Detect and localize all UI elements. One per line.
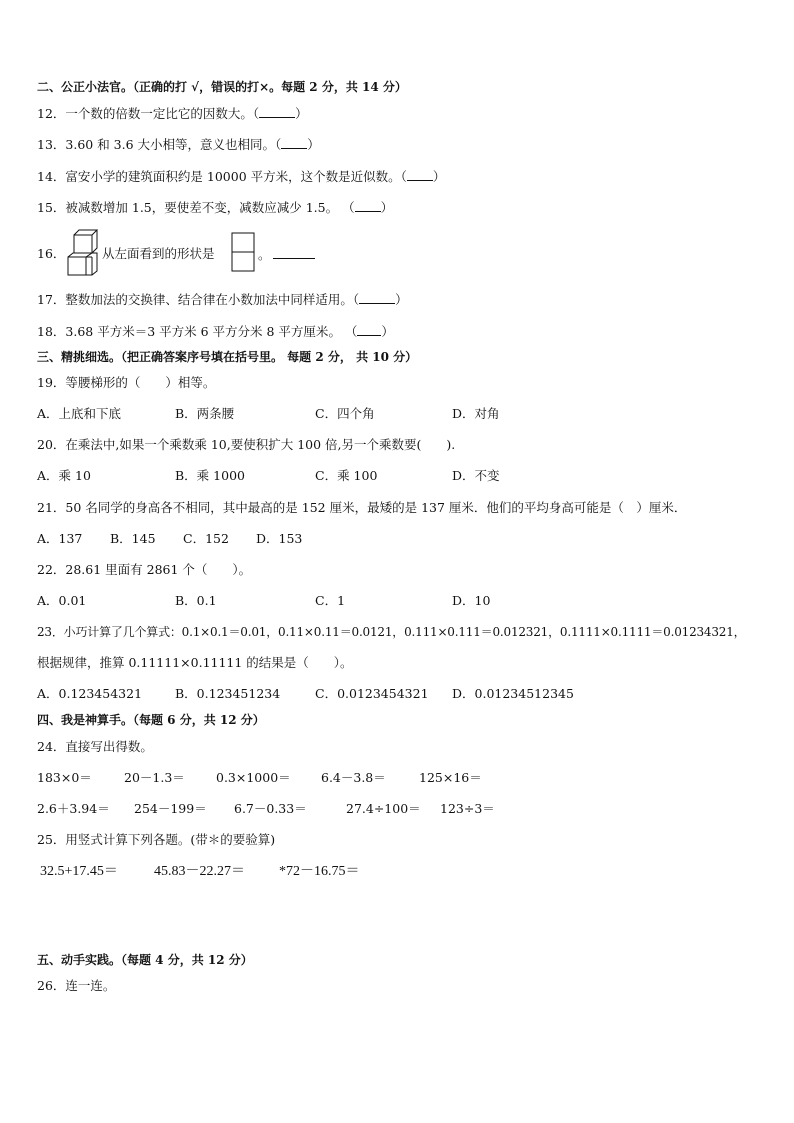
section-2-heading: 二、公正小法官。（正确的打 √，错误的打×。每题 2 分，共 14 分） bbox=[37, 80, 407, 94]
option-b[interactable]: B．0.1 bbox=[175, 593, 217, 608]
question-13-text: 13．3.60 和 3.6 大小相等，意义也相同。（ bbox=[37, 137, 282, 152]
question-16-period: 。 bbox=[258, 247, 271, 262]
question-17-tail: ） bbox=[395, 292, 408, 307]
question-12-tail: ） bbox=[295, 106, 308, 121]
answer-blank[interactable] bbox=[359, 291, 395, 304]
question-25-text: 25．用竖式计算下列各题。(带＊的要验算) bbox=[37, 832, 276, 847]
option-d[interactable]: D．153 bbox=[256, 531, 303, 546]
answer-blank[interactable] bbox=[273, 246, 315, 259]
question-16-tail bbox=[258, 246, 315, 263]
question-17-text: 17．整数加法的交换律、结合律在小数加法中同样适用。（ bbox=[37, 292, 360, 307]
vertical-calc-item: 45.83－22.27＝ bbox=[154, 864, 245, 879]
question-12 bbox=[37, 105, 308, 122]
question-14-tail: ） bbox=[432, 169, 446, 184]
answer-blank[interactable] bbox=[357, 323, 381, 336]
question-23-line-2: 根据规律，推算 0.11111×0.11111 的结果是（ ）。 bbox=[37, 655, 353, 670]
question-14 bbox=[37, 168, 445, 185]
option-d[interactable]: D．0.01234512345 bbox=[452, 686, 574, 701]
calc-item: 183×0＝ bbox=[37, 770, 92, 785]
option-a[interactable]: A．137 bbox=[37, 531, 83, 546]
option-d[interactable]: D．对角 bbox=[452, 406, 500, 421]
option-b[interactable]: B．0.123451234 bbox=[175, 686, 281, 701]
calc-item: 20－1.3＝ bbox=[124, 770, 185, 785]
option-b[interactable]: B．乘 1000 bbox=[175, 468, 245, 483]
cube-stack-icon bbox=[66, 229, 100, 277]
calc-item: 2.6＋3.94＝ bbox=[37, 801, 110, 816]
question-15 bbox=[37, 199, 393, 216]
option-a[interactable]: A．0.01 bbox=[37, 593, 87, 608]
question-21-text: 21．50 名同学的身高各不相同，其中最高的是 152 厘米，最矮的是 137 厘米．他们的平均身高可能是（ ）厘米． bbox=[37, 500, 687, 515]
option-b[interactable]: B．两条腰 bbox=[175, 406, 235, 421]
calc-item: 123÷3＝ bbox=[440, 801, 495, 816]
option-d[interactable]: D．不变 bbox=[452, 468, 500, 483]
question-13 bbox=[37, 136, 320, 153]
answer-blank[interactable] bbox=[407, 168, 433, 181]
question-18-tail: ） bbox=[381, 324, 394, 339]
option-a[interactable]: A．上底和下底 bbox=[37, 406, 122, 421]
option-c[interactable]: C．152 bbox=[183, 531, 229, 546]
question-16-number: 16． bbox=[37, 246, 66, 261]
answer-blank[interactable] bbox=[259, 105, 295, 118]
option-d[interactable]: D．10 bbox=[452, 593, 491, 608]
option-c[interactable]: C．0.0123454321 bbox=[315, 686, 429, 701]
calc-item: 27.4÷100＝ bbox=[346, 801, 421, 816]
option-c[interactable]: C．四个角 bbox=[315, 406, 375, 421]
question-24-text: 24．直接写出得数。 bbox=[37, 739, 153, 754]
section-3-heading: 三、精挑细选。（把正确答案序号填在括号里。 每题 2 分， 共 10 分） bbox=[37, 350, 418, 364]
vertical-calc-item: 32.5+17.45＝ bbox=[40, 864, 118, 879]
left-view-shape-icon bbox=[231, 232, 255, 272]
question-26-text: 26．连一连。 bbox=[37, 978, 116, 993]
section-5-heading: 五、动手实践。（每题 4 分，共 12 分） bbox=[37, 953, 253, 967]
option-c[interactable]: C．1 bbox=[315, 593, 346, 608]
question-18-text: 18．3.68 平方米＝3 平方米 6 平方分米 8 平方厘米。 （ bbox=[37, 324, 358, 339]
calc-item: 0.3×1000＝ bbox=[216, 770, 291, 785]
question-17 bbox=[37, 291, 408, 308]
question-22-text: 22．28.61 里面有 2861 个（ ）。 bbox=[37, 562, 252, 577]
calc-item: 6.7－0.33＝ bbox=[234, 801, 307, 816]
calc-item: 6.4－3.8＝ bbox=[321, 770, 386, 785]
question-13-tail: ） bbox=[307, 137, 320, 152]
option-a[interactable]: A．0.123454321 bbox=[37, 686, 143, 701]
section-4-heading: 四、我是神算手。（每题 6 分，共 12 分） bbox=[37, 713, 265, 727]
calc-item: 254－199＝ bbox=[134, 801, 207, 816]
question-15-tail: ） bbox=[380, 200, 394, 215]
answer-blank[interactable] bbox=[355, 199, 381, 212]
question-20-text: 20．在乘法中,如果一个乘数乘 10,要使积扩大 100 倍,另一个乘数要( ). bbox=[37, 437, 456, 452]
question-18 bbox=[37, 323, 394, 340]
option-c[interactable]: C．乘 100 bbox=[315, 468, 378, 483]
question-15-text: 15．被减数增加 1.5，要使差不变，减数应减少 1.5。 （ bbox=[37, 200, 355, 215]
option-a[interactable]: A．乘 10 bbox=[37, 468, 91, 483]
question-19-text: 19．等腰梯形的（ ）相等。 bbox=[37, 375, 216, 390]
answer-blank[interactable] bbox=[281, 136, 307, 149]
option-b[interactable]: B．145 bbox=[110, 531, 156, 546]
vertical-calc-item: *72－16.75＝ bbox=[279, 864, 360, 879]
calc-item: 125×16＝ bbox=[419, 770, 482, 785]
question-12-text: 12．一个数的倍数一定比它的因数大。（ bbox=[37, 106, 260, 121]
question-14-text: 14．富安小学的建筑面积约是 10000 平方米，这个数是近似数。（ bbox=[37, 169, 407, 184]
question-16-text: 从左面看到的形状是 bbox=[102, 246, 215, 261]
question-23-line-1: 23．小巧计算了几个算式：0.1×0.1＝0.01，0.11×0.11＝0.0121，0.111×0.111＝0.012321，0.1111×0.1111＝0.01234321， bbox=[37, 625, 746, 639]
